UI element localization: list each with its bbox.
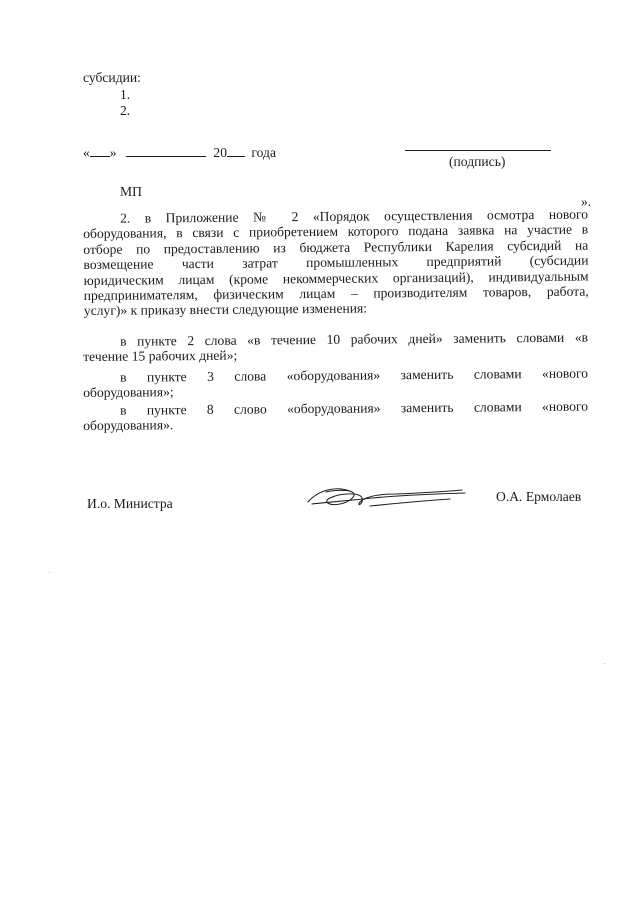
list-item-2: 2. <box>120 103 131 118</box>
date-open-quote: « <box>83 145 90 160</box>
handwritten-signature <box>300 480 470 514</box>
paragraph-2 <box>83 207 589 319</box>
year-suffix: года <box>251 145 276 160</box>
paragraph-line: возмещение части затрат промышленных предприятий (субсидии <box>83 252 589 273</box>
day-blank <box>90 145 110 157</box>
mp-label: МП <box>120 184 142 199</box>
change-line: оборудования»; <box>83 384 174 401</box>
paragraph-line: отборе по предоставлению из бюджета Республики Карелия субсидий на <box>83 237 589 257</box>
paragraph-line: юридическим лицам (кроме некоммерческих организаций), индивидуальным <box>83 268 589 288</box>
date-close-quote: » <box>109 145 117 160</box>
change-line: в пункте 8 слово «оборудования» заменить словами «нового <box>119 398 589 418</box>
date-line <box>83 145 276 160</box>
paragraph-line: услуг)» к приказу внести следующие изменения: <box>83 300 368 319</box>
year-blank <box>227 145 245 157</box>
position-title: И.о. Министра <box>87 496 173 511</box>
change-line: течение 15 рабочих дней»; <box>83 348 238 365</box>
month-blank <box>126 145 206 157</box>
change-line: в пункте 3 слова «оборудования» заменить словами «нового <box>119 365 589 385</box>
paragraph-line: 2. в Приложение № 2 «Порядок осуществления осмотра нового <box>119 206 589 226</box>
signer-name: О.А. Ермолаев <box>496 489 582 504</box>
podpis-label: (подпись) <box>449 154 506 169</box>
change-item-3 <box>83 399 588 434</box>
year-prefix: 20 <box>213 145 227 160</box>
change-item-2 <box>83 366 588 401</box>
list-item-1: 1. <box>120 87 131 102</box>
change-item-1 <box>83 330 588 365</box>
change-line: в пункте 2 слова «в течение 10 рабочих дней» заменить словами «в <box>119 329 589 349</box>
closing-mark: ». <box>581 194 592 209</box>
scan-speck <box>604 663 605 664</box>
paragraph-line: оборудования, в связи с приобретением которого подана заявка на участие в <box>83 221 589 242</box>
change-line: оборудования». <box>83 417 174 434</box>
subsidies-label: субсидии: <box>83 70 141 85</box>
paragraph-line: предпринимателям, физическим лицам – производителям товаров, работа, <box>83 283 589 304</box>
scan-speck <box>49 572 50 573</box>
signature-line <box>405 150 551 151</box>
